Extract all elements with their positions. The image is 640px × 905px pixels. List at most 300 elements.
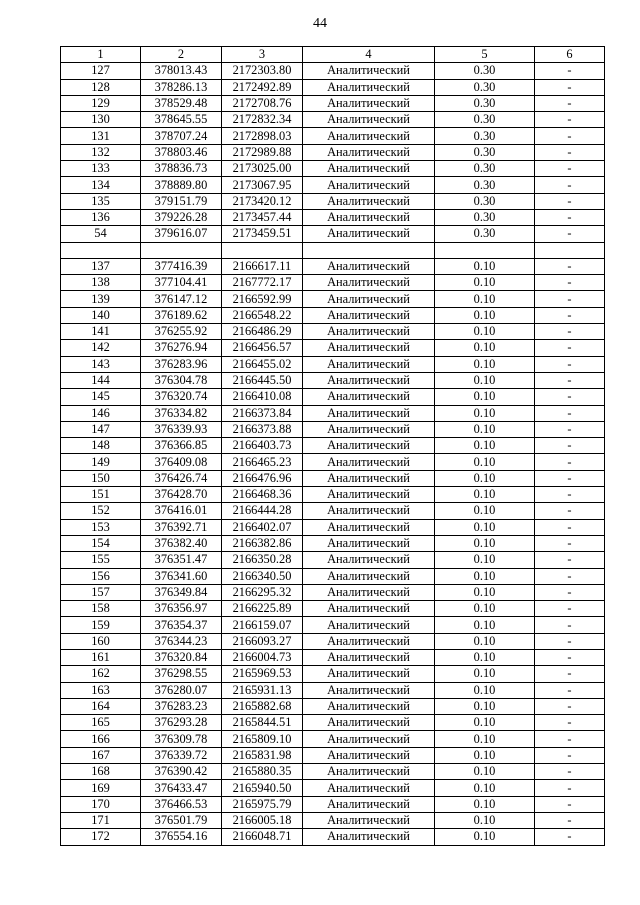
table-row: [61, 698, 605, 714]
table-cell: Аналитический: [303, 454, 435, 470]
table-cell: -: [535, 470, 605, 486]
table-row: [61, 161, 605, 177]
table-cell: 2166382.86: [222, 535, 303, 551]
table-cell: 2166456.57: [222, 340, 303, 356]
table-row: [61, 144, 605, 160]
table-cell: Аналитический: [303, 715, 435, 731]
table-cell: -: [535, 666, 605, 682]
table-cell: -: [535, 95, 605, 111]
table-cell: 159: [61, 617, 141, 633]
table-cell: -: [535, 324, 605, 340]
table-cell: -: [535, 812, 605, 828]
table-cell: Аналитический: [303, 161, 435, 177]
table-cell: 0.30: [435, 209, 535, 225]
table-cell: 2166465.23: [222, 454, 303, 470]
table-cell: 2166093.27: [222, 633, 303, 649]
table-cell: 2165831.98: [222, 747, 303, 763]
table-cell: Аналитический: [303, 503, 435, 519]
table-cell: -: [535, 161, 605, 177]
table-cell: 379151.79: [141, 193, 222, 209]
table-cell: 127: [61, 63, 141, 79]
table-cell: Аналитический: [303, 405, 435, 421]
table-cell: 133: [61, 161, 141, 177]
table-cell: 376341.60: [141, 568, 222, 584]
table-cell: 376334.82: [141, 405, 222, 421]
table-cell: -: [535, 275, 605, 291]
table-cell: 144: [61, 372, 141, 388]
table-cell: -: [535, 780, 605, 796]
table-cell: Аналитический: [303, 226, 435, 242]
table-cell: 378645.55: [141, 112, 222, 128]
table-row: [61, 226, 605, 242]
table-row: [61, 421, 605, 437]
table-cell: 158: [61, 601, 141, 617]
table-cell: Аналитический: [303, 340, 435, 356]
table-body: [61, 63, 605, 845]
table-cell: -: [535, 519, 605, 535]
table-cell: 131: [61, 128, 141, 144]
table-cell: 155: [61, 552, 141, 568]
table-cell: 0.10: [435, 698, 535, 714]
table-cell: 0.10: [435, 552, 535, 568]
table-row: [61, 731, 605, 747]
table-cell: 156: [61, 568, 141, 584]
table-cell: 0.10: [435, 649, 535, 665]
table-row: [61, 535, 605, 551]
table-cell: 2172708.76: [222, 95, 303, 111]
table-cell: 167: [61, 747, 141, 763]
table-cell: Аналитический: [303, 209, 435, 225]
table-cell: 2166455.02: [222, 356, 303, 372]
table-cell: Аналитический: [303, 601, 435, 617]
table-cell: 376428.70: [141, 487, 222, 503]
table-cell: 376298.55: [141, 666, 222, 682]
table-cell: 148: [61, 438, 141, 454]
table-cell: 0.30: [435, 144, 535, 160]
table-cell: 2166476.96: [222, 470, 303, 486]
table-cell: -: [535, 438, 605, 454]
table-row: [61, 438, 605, 454]
table-cell: 147: [61, 421, 141, 437]
table-row: [61, 764, 605, 780]
table-cell: 0.10: [435, 291, 535, 307]
coordinates-table: [60, 46, 605, 846]
column-header: 6: [535, 47, 605, 63]
table-cell: Аналитический: [303, 470, 435, 486]
table-cell: 146: [61, 405, 141, 421]
table-cell: Аналитический: [303, 584, 435, 600]
table-row: [61, 324, 605, 340]
table-cell: Аналитический: [303, 519, 435, 535]
table-cell: 376283.96: [141, 356, 222, 372]
table-cell: 2166373.84: [222, 405, 303, 421]
table-cell: 0.10: [435, 715, 535, 731]
table-cell: 0.10: [435, 568, 535, 584]
table-cell: -: [535, 487, 605, 503]
table-cell: -: [535, 584, 605, 600]
table-cell: 149: [61, 454, 141, 470]
table-cell: Аналитический: [303, 389, 435, 405]
table-row: [61, 747, 605, 763]
table-cell: 162: [61, 666, 141, 682]
table-cell: 2173025.00: [222, 161, 303, 177]
table-cell: 0.10: [435, 796, 535, 812]
table-cell: 164: [61, 698, 141, 714]
table-cell: -: [535, 698, 605, 714]
table-cell: 2166548.22: [222, 307, 303, 323]
table-cell: 378013.43: [141, 63, 222, 79]
table-cell: 0.30: [435, 177, 535, 193]
table-row: [61, 682, 605, 698]
table-cell: 2166005.18: [222, 812, 303, 828]
column-header: 3: [222, 47, 303, 63]
table-row: [61, 487, 605, 503]
table-cell: 376409.08: [141, 454, 222, 470]
table-cell: -: [535, 372, 605, 388]
table-row: [61, 780, 605, 796]
table-cell: 0.10: [435, 487, 535, 503]
table-cell: Аналитический: [303, 649, 435, 665]
table-cell: -: [535, 633, 605, 649]
table-cell: Аналитический: [303, 372, 435, 388]
table-cell: 2166350.28: [222, 552, 303, 568]
table-cell: 376392.71: [141, 519, 222, 535]
table-cell: Аналитический: [303, 552, 435, 568]
table-cell: Аналитический: [303, 829, 435, 845]
table-cell: 0.10: [435, 324, 535, 340]
table-cell: -: [535, 796, 605, 812]
table-cell: 154: [61, 535, 141, 551]
table-cell: 166: [61, 731, 141, 747]
table-cell: 0.10: [435, 747, 535, 763]
table-cell: -: [535, 340, 605, 356]
table-cell: 376304.78: [141, 372, 222, 388]
table-cell: 145: [61, 389, 141, 405]
table-cell: Аналитический: [303, 177, 435, 193]
table-cell: 0.10: [435, 438, 535, 454]
table-cell: 378286.13: [141, 79, 222, 95]
table-cell: 2165882.68: [222, 698, 303, 714]
table-cell: 376466.53: [141, 796, 222, 812]
table-row: [61, 470, 605, 486]
table-cell: 2166295.32: [222, 584, 303, 600]
table-cell: -: [535, 568, 605, 584]
table-row: [61, 63, 605, 79]
table-cell: 376349.84: [141, 584, 222, 600]
table-cell: 165: [61, 715, 141, 731]
table-cell: Аналитический: [303, 682, 435, 698]
table-cell: 376339.93: [141, 421, 222, 437]
table-cell: -: [535, 715, 605, 731]
table-row: [61, 372, 605, 388]
table-cell: 171: [61, 812, 141, 828]
table-cell: [61, 242, 141, 258]
table-cell: 2166159.07: [222, 617, 303, 633]
table-cell: Аналитический: [303, 812, 435, 828]
table-cell: -: [535, 356, 605, 372]
table-cell: 378836.73: [141, 161, 222, 177]
table-cell: 378889.80: [141, 177, 222, 193]
table-cell: 0.10: [435, 617, 535, 633]
table-cell: 2165844.51: [222, 715, 303, 731]
table-cell: 163: [61, 682, 141, 698]
table-cell: -: [535, 829, 605, 845]
table-cell: 150: [61, 470, 141, 486]
table-cell: 2172492.89: [222, 79, 303, 95]
table-row: [61, 601, 605, 617]
table-cell: 376283.23: [141, 698, 222, 714]
table-cell: -: [535, 307, 605, 323]
column-header: 1: [61, 47, 141, 63]
table-cell: 151: [61, 487, 141, 503]
table-cell: Аналитический: [303, 535, 435, 551]
table-cell: [435, 242, 535, 258]
table-cell: -: [535, 177, 605, 193]
table-cell: 142: [61, 340, 141, 356]
table-cell: 0.10: [435, 258, 535, 274]
table-cell: -: [535, 112, 605, 128]
table-cell: 130: [61, 112, 141, 128]
table-cell: Аналитический: [303, 698, 435, 714]
table-cell: 2166410.08: [222, 389, 303, 405]
table-cell: 143: [61, 356, 141, 372]
table-cell: 2167772.17: [222, 275, 303, 291]
table-cell: 377416.39: [141, 258, 222, 274]
table-cell: 54: [61, 226, 141, 242]
table-cell: 170: [61, 796, 141, 812]
table-cell: -: [535, 405, 605, 421]
table-cell: Аналитический: [303, 95, 435, 111]
table-row: [61, 552, 605, 568]
table-cell: -: [535, 454, 605, 470]
table-cell: 0.10: [435, 633, 535, 649]
table-cell: 139: [61, 291, 141, 307]
table-row: [61, 258, 605, 274]
table-cell: Аналитический: [303, 617, 435, 633]
page-number: 44: [313, 16, 327, 31]
table-cell: 0.10: [435, 389, 535, 405]
table-cell: 0.10: [435, 503, 535, 519]
table-cell: Аналитический: [303, 193, 435, 209]
table-cell: 2166592.99: [222, 291, 303, 307]
table-cell: 0.10: [435, 454, 535, 470]
table-cell: 376320.74: [141, 389, 222, 405]
table-cell: 169: [61, 780, 141, 796]
table-cell: 0.10: [435, 307, 535, 323]
table-cell: -: [535, 649, 605, 665]
table-cell: 0.10: [435, 275, 535, 291]
table-cell: [141, 242, 222, 258]
table-cell: Аналитический: [303, 568, 435, 584]
table-cell: 376293.28: [141, 715, 222, 731]
table-cell: -: [535, 421, 605, 437]
table-cell: 128: [61, 79, 141, 95]
table-cell: 152: [61, 503, 141, 519]
table-cell: 0.10: [435, 405, 535, 421]
table-row: [61, 95, 605, 111]
table-cell: 0.10: [435, 682, 535, 698]
table-cell: 2166617.11: [222, 258, 303, 274]
table-cell: 2172832.34: [222, 112, 303, 128]
table-row: [61, 503, 605, 519]
table-cell: 2166048.71: [222, 829, 303, 845]
table-cell: 376433.47: [141, 780, 222, 796]
table-cell: Аналитический: [303, 307, 435, 323]
table-row: [61, 79, 605, 95]
table-cell: 2166444.28: [222, 503, 303, 519]
table-cell: 379226.28: [141, 209, 222, 225]
table-row: [61, 519, 605, 535]
table-cell: 138: [61, 275, 141, 291]
table-cell: 2165880.35: [222, 764, 303, 780]
table-cell: 0.30: [435, 128, 535, 144]
table-row: [61, 128, 605, 144]
table-cell: Аналитический: [303, 324, 435, 340]
table-row: [61, 291, 605, 307]
table-cell: Аналитический: [303, 780, 435, 796]
table-cell: 137: [61, 258, 141, 274]
table-cell: 2165975.79: [222, 796, 303, 812]
table-cell: 376382.40: [141, 535, 222, 551]
table-cell: -: [535, 601, 605, 617]
table-cell: 2166373.88: [222, 421, 303, 437]
table-row: [61, 617, 605, 633]
table-cell: 2172989.88: [222, 144, 303, 160]
table-cell: Аналитический: [303, 796, 435, 812]
table-cell: 378707.24: [141, 128, 222, 144]
table-cell: 376320.84: [141, 649, 222, 665]
table-cell: -: [535, 79, 605, 95]
table-cell: 153: [61, 519, 141, 535]
table-cell: 0.10: [435, 764, 535, 780]
table-cell: 376189.62: [141, 307, 222, 323]
table-cell: 0.10: [435, 601, 535, 617]
table-row: [61, 829, 605, 845]
table-row: [61, 568, 605, 584]
table-row: [61, 209, 605, 225]
table-cell: 376356.97: [141, 601, 222, 617]
table-row: [61, 389, 605, 405]
table-cell: Аналитический: [303, 438, 435, 454]
table-row: [61, 796, 605, 812]
table-cell: 2173067.95: [222, 177, 303, 193]
table-cell: 2173457.44: [222, 209, 303, 225]
table-cell: 376416.01: [141, 503, 222, 519]
table-cell: 0.30: [435, 95, 535, 111]
table-row: [61, 454, 605, 470]
table-cell: 376426.74: [141, 470, 222, 486]
table-cell: Аналитический: [303, 633, 435, 649]
column-header: 2: [141, 47, 222, 63]
table-cell: 376366.85: [141, 438, 222, 454]
table-row: [61, 649, 605, 665]
table-cell: 2172898.03: [222, 128, 303, 144]
table-cell: 135: [61, 193, 141, 209]
table-cell: 0.30: [435, 63, 535, 79]
table-cell: [222, 242, 303, 258]
table-cell: 2165931.13: [222, 682, 303, 698]
table-cell: -: [535, 144, 605, 160]
table-cell: 0.10: [435, 666, 535, 682]
table-cell: Аналитический: [303, 747, 435, 763]
table-cell: 0.10: [435, 535, 535, 551]
table-cell: 2172303.80: [222, 63, 303, 79]
table-cell: 0.10: [435, 470, 535, 486]
table-cell: 129: [61, 95, 141, 111]
table-cell: 0.10: [435, 584, 535, 600]
table-cell: 2165969.53: [222, 666, 303, 682]
table-cell: Аналитический: [303, 258, 435, 274]
table-cell: [535, 242, 605, 258]
table-row: [61, 812, 605, 828]
table-cell: -: [535, 226, 605, 242]
table-row: [61, 193, 605, 209]
table-cell: -: [535, 209, 605, 225]
table-cell: 376339.72: [141, 747, 222, 763]
table-row: [61, 307, 605, 323]
table-cell: 2166486.29: [222, 324, 303, 340]
table-cell: -: [535, 552, 605, 568]
table-cell: Аналитический: [303, 291, 435, 307]
table-row: [61, 242, 605, 258]
table-cell: 2166004.73: [222, 649, 303, 665]
table-cell: 0.10: [435, 372, 535, 388]
table-cell: Аналитический: [303, 112, 435, 128]
table-cell: Аналитический: [303, 487, 435, 503]
table-cell: 378803.46: [141, 144, 222, 160]
table-cell: -: [535, 389, 605, 405]
table-cell: 141: [61, 324, 141, 340]
table-cell: 376276.94: [141, 340, 222, 356]
table-cell: -: [535, 617, 605, 633]
table-cell: 376147.12: [141, 291, 222, 307]
table-cell: 376255.92: [141, 324, 222, 340]
table-cell: 0.10: [435, 421, 535, 437]
table-cell: 0.30: [435, 226, 535, 242]
table-cell: Аналитический: [303, 79, 435, 95]
table-cell: 132: [61, 144, 141, 160]
column-header: 4: [303, 47, 435, 63]
table-cell: Аналитический: [303, 666, 435, 682]
table-cell: -: [535, 731, 605, 747]
table-cell: 376351.47: [141, 552, 222, 568]
table-cell: 168: [61, 764, 141, 780]
table-row: [61, 666, 605, 682]
table-cell: Аналитический: [303, 764, 435, 780]
table-cell: 140: [61, 307, 141, 323]
table-cell: 376554.16: [141, 829, 222, 845]
table-row: [61, 275, 605, 291]
table-cell: 0.30: [435, 112, 535, 128]
table-header-row: [61, 47, 605, 63]
table-cell: 0.10: [435, 356, 535, 372]
table-row: [61, 112, 605, 128]
table-cell: 2166340.50: [222, 568, 303, 584]
table-row: [61, 356, 605, 372]
table-cell: -: [535, 764, 605, 780]
table-cell: 2165940.50: [222, 780, 303, 796]
table-cell: 376501.79: [141, 812, 222, 828]
table-cell: Аналитический: [303, 144, 435, 160]
table-cell: -: [535, 63, 605, 79]
table-cell: 376344.23: [141, 633, 222, 649]
table-cell: Аналитический: [303, 128, 435, 144]
table-cell: 161: [61, 649, 141, 665]
table-cell: 0.10: [435, 731, 535, 747]
table-cell: -: [535, 128, 605, 144]
table-cell: 376390.42: [141, 764, 222, 780]
table-cell: 0.10: [435, 829, 535, 845]
